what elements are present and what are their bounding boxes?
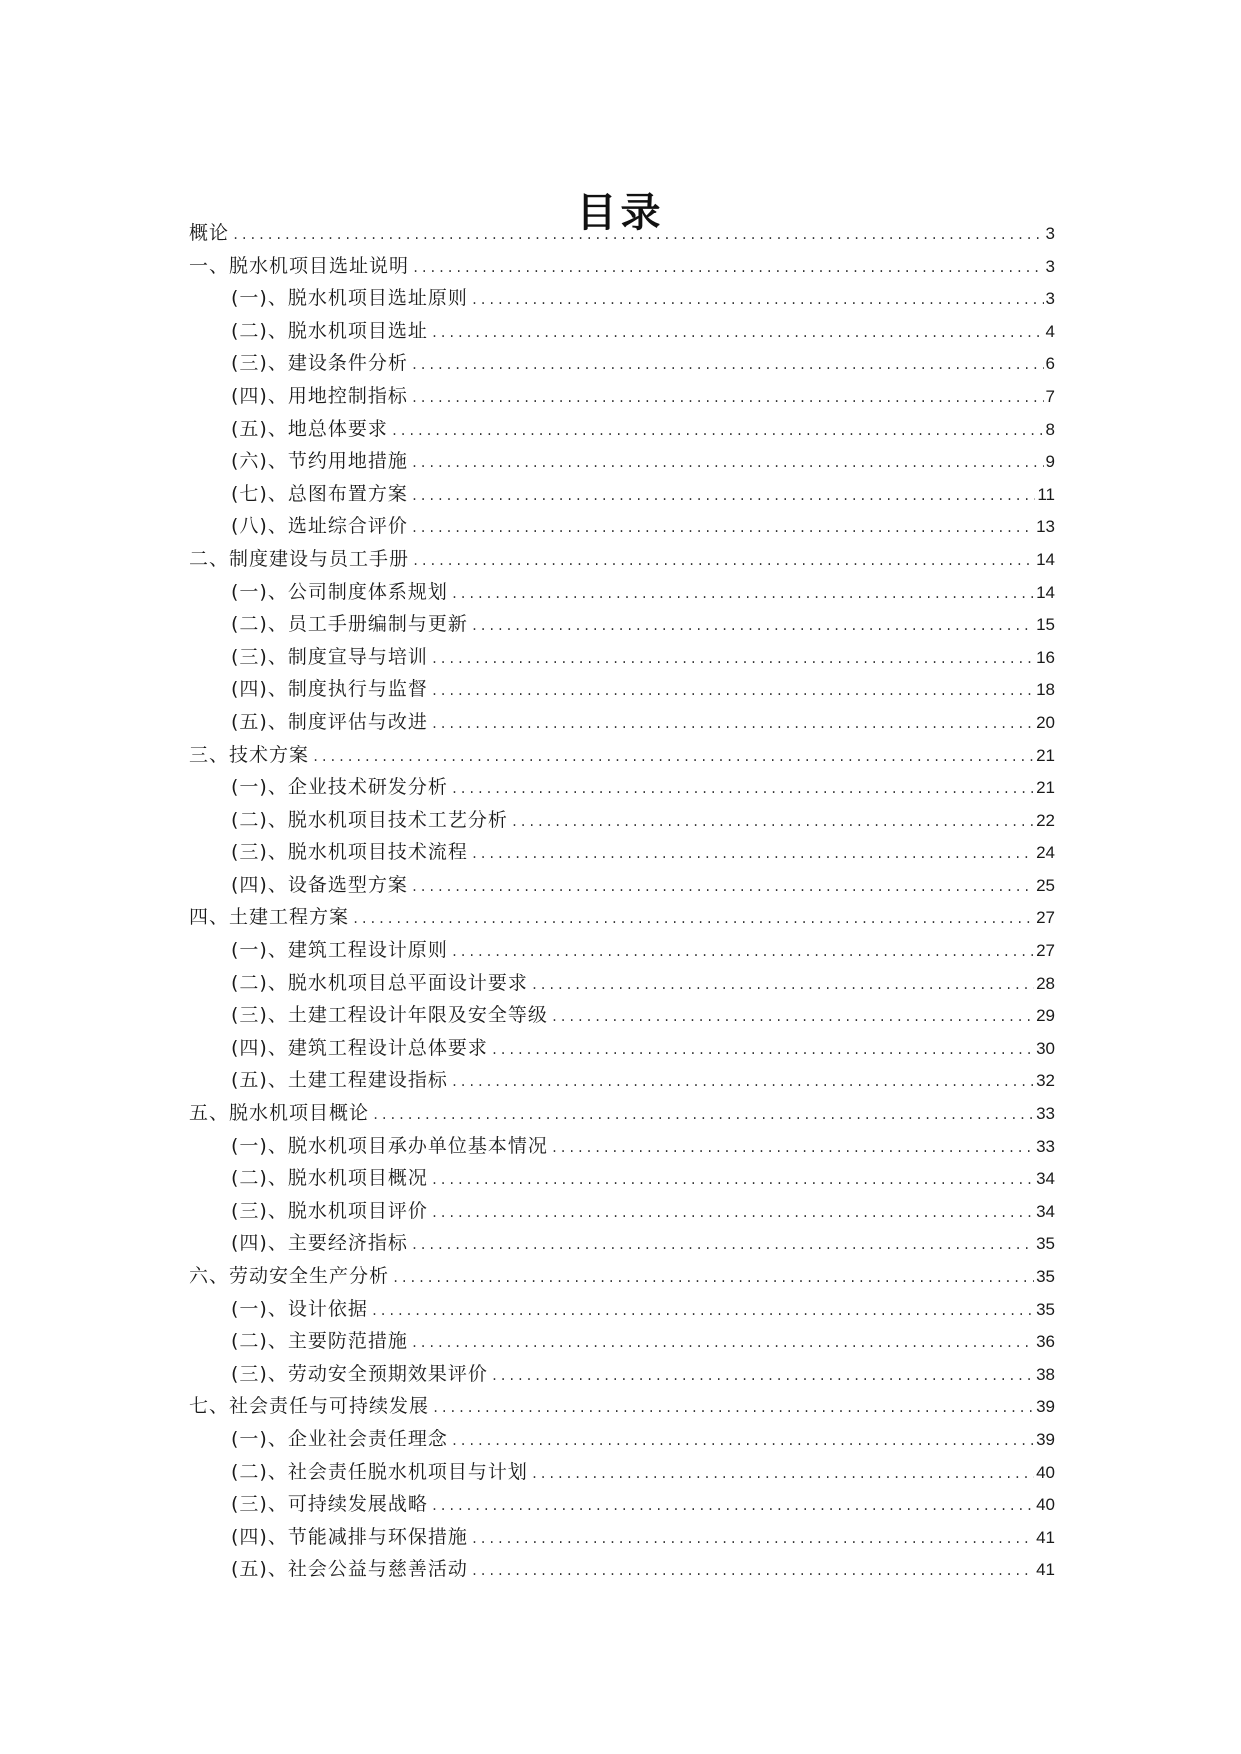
toc-entry-label: (七)、总图布置方案 [231, 482, 408, 505]
toc-dot-leader [431, 1490, 1034, 1523]
toc-dot-leader [551, 1001, 1034, 1034]
page-title: 目录 [576, 189, 665, 236]
toc-dot-leader [451, 1066, 1034, 1099]
toc-section-entry[interactable] [189, 1064, 1055, 1097]
toc-entry-label: (一)、设计依据 [231, 1297, 368, 1320]
toc-entry-label: (二)、脱水机项目概况 [231, 1167, 428, 1190]
toc-entry-label: (一)、脱水机项目选址原则 [231, 287, 468, 310]
toc-page-number: 6 [1045, 354, 1055, 374]
toc-entry-label: 三、技术方案 [189, 743, 310, 766]
toc-section-entry[interactable] [189, 1162, 1055, 1195]
toc-page-number: 38 [1036, 1364, 1055, 1384]
toc-page-number: 29 [1036, 1006, 1055, 1026]
toc-section-entry[interactable] [189, 1227, 1055, 1260]
toc-entry-label: 二、制度建设与员工手册 [189, 547, 410, 570]
toc-dot-leader [411, 871, 1034, 904]
toc-section-entry[interactable] [189, 1553, 1055, 1586]
toc-section-entry[interactable] [189, 1195, 1055, 1228]
toc-section-entry[interactable] [189, 445, 1055, 478]
toc-page-number: 41 [1036, 1560, 1055, 1580]
toc-page-number: 13 [1036, 517, 1055, 537]
toc-dot-leader [451, 578, 1034, 611]
toc-page-number: 35 [1036, 1299, 1055, 1319]
toc-page-number: 40 [1036, 1495, 1055, 1515]
toc-page-number: 32 [1036, 1071, 1055, 1091]
toc-page-number: 3 [1045, 256, 1055, 276]
toc-dot-leader [551, 1132, 1034, 1165]
toc-dot-leader [451, 773, 1034, 806]
toc-section-entry[interactable] [189, 1032, 1055, 1065]
toc-page-number: 21 [1036, 745, 1055, 765]
toc-section-entry[interactable] [189, 869, 1055, 902]
toc-entry-label: (六)、节约用地措施 [231, 450, 408, 473]
toc-page-number: 9 [1045, 452, 1055, 472]
toc-page-number: 3 [1045, 289, 1055, 309]
toc-dot-leader [411, 480, 1036, 513]
toc-section-entry[interactable] [189, 608, 1055, 641]
toc-page-number: 18 [1036, 680, 1055, 700]
toc-chapter-entry[interactable] [189, 1260, 1055, 1293]
toc-dot-leader [431, 708, 1034, 741]
toc-entry-label: (一)、企业社会责任理念 [231, 1427, 448, 1450]
toc-page-number: 8 [1045, 419, 1055, 439]
toc-entry-label: (二)、脱水机项目技术工艺分析 [231, 808, 508, 831]
toc-dot-leader [411, 1327, 1034, 1360]
toc-page-number: 4 [1045, 321, 1055, 341]
toc-entry-label: (一)、公司制度体系规划 [231, 580, 448, 603]
toc-section-entry[interactable] [189, 673, 1055, 706]
toc-dot-leader [411, 447, 1044, 480]
toc-chapter-entry[interactable] [189, 217, 1055, 250]
toc-dot-leader [392, 1262, 1034, 1295]
toc-entry-label: (二)、脱水机项目总平面设计要求 [231, 971, 528, 994]
toc-section-entry[interactable] [189, 836, 1055, 869]
toc-dot-leader [411, 1229, 1034, 1262]
table-of-contents [189, 217, 1055, 1586]
toc-page-number: 34 [1036, 1201, 1055, 1221]
toc-chapter-entry[interactable] [189, 543, 1055, 576]
toc-page-number: 21 [1036, 778, 1055, 798]
toc-entry-label: (四)、主要经济指标 [231, 1232, 408, 1255]
toc-section-entry[interactable] [189, 1488, 1055, 1521]
toc-page-number: 22 [1036, 810, 1055, 830]
toc-section-entry[interactable] [189, 641, 1055, 674]
toc-dot-leader [432, 1392, 1034, 1425]
toc-dot-leader [232, 219, 1044, 252]
toc-section-entry[interactable] [189, 1456, 1055, 1489]
toc-entry-label: (三)、建设条件分析 [231, 352, 408, 375]
toc-dot-leader [451, 1425, 1034, 1458]
toc-entry-label: (一)、建筑工程设计原则 [231, 939, 448, 962]
toc-section-entry[interactable] [189, 999, 1055, 1032]
toc-page-number: 27 [1036, 908, 1055, 928]
toc-page-number: 27 [1036, 941, 1055, 961]
toc-dot-leader [411, 512, 1034, 545]
toc-chapter-entry[interactable] [189, 901, 1055, 934]
toc-entry-label: (五)、社会公益与慈善活动 [231, 1558, 468, 1581]
toc-page-number: 24 [1036, 843, 1055, 863]
toc-entry-label: (四)、节能减排与环保措施 [231, 1525, 468, 1548]
toc-entry-label: (八)、选址综合评价 [231, 515, 408, 538]
toc-entry-label: (一)、脱水机项目承办单位基本情况 [231, 1134, 548, 1157]
toc-page-number: 41 [1036, 1527, 1055, 1547]
toc-dot-leader [412, 545, 1034, 578]
toc-dot-leader [372, 1099, 1034, 1132]
toc-dot-leader [411, 382, 1044, 415]
toc-dot-leader [411, 349, 1044, 382]
toc-entry-label: (一)、企业技术研发分析 [231, 776, 448, 799]
toc-page-number: 14 [1036, 549, 1055, 569]
toc-section-entry[interactable] [189, 804, 1055, 837]
toc-section-entry[interactable] [189, 576, 1055, 609]
toc-section-entry[interactable] [189, 771, 1055, 804]
toc-dot-leader [451, 936, 1034, 969]
toc-dot-leader [491, 1360, 1034, 1393]
toc-page-number: 36 [1036, 1332, 1055, 1352]
toc-entry-label: 概论 [189, 222, 230, 244]
toc-page-number: 33 [1036, 1104, 1055, 1124]
toc-dot-leader [531, 969, 1034, 1002]
toc-entry-label: (二)、主要防范措施 [231, 1330, 408, 1353]
toc-page-number: 7 [1045, 386, 1055, 406]
toc-section-entry[interactable] [189, 1293, 1055, 1326]
toc-entry-label: 六、劳动安全生产分析 [189, 1265, 390, 1287]
toc-dot-leader [431, 675, 1034, 708]
toc-page-number: 40 [1036, 1462, 1055, 1482]
toc-page-number: 20 [1036, 712, 1055, 732]
toc-dot-leader [371, 1295, 1034, 1328]
toc-section-entry[interactable] [189, 347, 1055, 380]
toc-entry-label: (二)、员工手册编制与更新 [231, 613, 468, 636]
toc-page-number: 14 [1036, 582, 1055, 602]
toc-chapter-entry[interactable] [189, 250, 1055, 283]
toc-entry-label: 一、脱水机项目选址说明 [189, 254, 410, 277]
toc-entry-label: (五)、土建工程建设指标 [231, 1069, 448, 1092]
toc-dot-leader [511, 806, 1034, 839]
toc-entry-label: (四)、设备选型方案 [231, 873, 408, 896]
toc-dot-leader [431, 1197, 1034, 1230]
toc-entry-label: (二)、脱水机项目选址 [231, 319, 428, 342]
toc-entry-label: (三)、土建工程设计年限及安全等级 [231, 1004, 548, 1027]
toc-section-entry[interactable] [189, 1423, 1055, 1456]
toc-chapter-entry[interactable] [189, 1097, 1055, 1130]
toc-page-number: 28 [1036, 973, 1055, 993]
toc-page-number: 35 [1036, 1267, 1055, 1286]
toc-dot-leader [531, 1458, 1034, 1491]
toc-entry-label: (五)、地总体要求 [231, 417, 388, 440]
toc-page-number: 35 [1036, 1234, 1055, 1254]
toc-entry-label: (二)、社会责任脱水机项目与计划 [231, 1460, 528, 1483]
toc-entry-label: (三)、脱水机项目评价 [231, 1199, 428, 1222]
toc-section-entry[interactable] [189, 967, 1055, 1000]
toc-dot-leader [471, 284, 1044, 317]
toc-dot-leader [312, 741, 1034, 774]
toc-page-number: 16 [1036, 647, 1055, 667]
toc-page-number: 34 [1036, 1169, 1055, 1189]
toc-section-entry[interactable] [189, 510, 1055, 543]
toc-section-entry[interactable] [189, 1521, 1055, 1554]
toc-entry-label: (三)、制度宣导与培训 [231, 645, 428, 668]
toc-chapter-entry[interactable] [189, 739, 1055, 772]
toc-chapter-entry[interactable] [189, 1390, 1055, 1423]
toc-dot-leader [431, 1164, 1034, 1197]
toc-entry-label: (三)、脱水机项目技术流程 [231, 841, 468, 864]
toc-section-entry[interactable] [189, 1325, 1055, 1358]
toc-page-number: 30 [1036, 1038, 1055, 1058]
toc-page-number: 39 [1036, 1397, 1055, 1417]
toc-section-entry[interactable] [189, 706, 1055, 739]
toc-entry-label: (四)、建筑工程设计总体要求 [231, 1036, 488, 1059]
toc-page-number: 39 [1036, 1429, 1055, 1449]
toc-entry-label: 四、土建工程方案 [189, 906, 350, 929]
toc-section-entry[interactable] [189, 934, 1055, 967]
toc-dot-leader [471, 838, 1034, 871]
toc-dot-leader [431, 643, 1034, 676]
toc-entry-label: (三)、劳动安全预期效果评价 [231, 1362, 488, 1385]
toc-dot-leader [471, 1523, 1034, 1556]
toc-dot-leader [391, 415, 1044, 448]
toc-dot-leader [412, 252, 1044, 285]
toc-entry-label: 五、脱水机项目概论 [189, 1102, 370, 1125]
toc-section-entry[interactable] [189, 478, 1055, 511]
toc-entry-label: (四)、制度执行与监督 [231, 678, 428, 701]
toc-page-number: 15 [1036, 615, 1055, 635]
toc-section-entry[interactable] [189, 413, 1055, 446]
toc-section-entry[interactable] [189, 1358, 1055, 1391]
toc-section-entry[interactable] [189, 1130, 1055, 1163]
toc-entry-label: (五)、制度评估与改进 [231, 710, 428, 733]
toc-dot-leader [431, 317, 1044, 350]
toc-page-number: 11 [1037, 484, 1055, 504]
toc-dot-leader [352, 903, 1034, 936]
toc-dot-leader [471, 1555, 1034, 1588]
toc-page-number: 25 [1036, 875, 1055, 895]
toc-entry-label: (三)、可持续发展战略 [231, 1493, 428, 1516]
toc-section-entry[interactable] [189, 282, 1055, 315]
toc-entry-label: 七、社会责任与可持续发展 [189, 1395, 430, 1418]
toc-section-entry[interactable] [189, 315, 1055, 348]
toc-page-number: 3 [1045, 224, 1055, 243]
toc-dot-leader [491, 1034, 1034, 1067]
toc-section-entry[interactable] [189, 380, 1055, 413]
toc-entry-label: (四)、用地控制指标 [231, 384, 408, 407]
toc-page-number: 33 [1036, 1136, 1055, 1156]
toc-dot-leader [471, 610, 1034, 643]
